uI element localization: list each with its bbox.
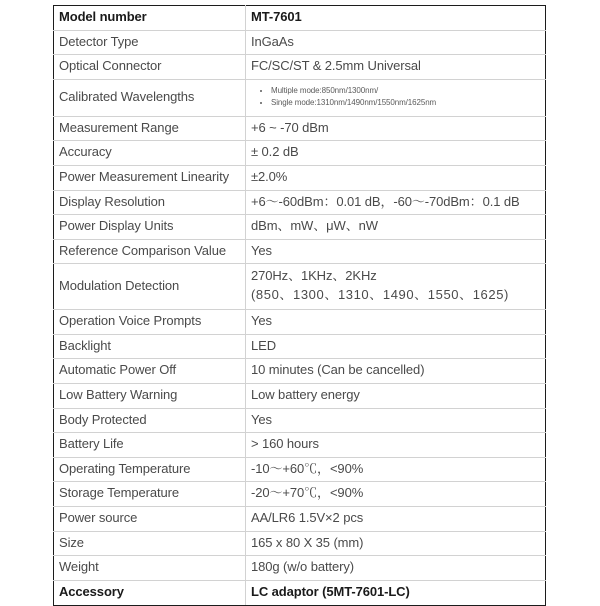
list-item: • Single mode:1310nm/1490nm/1550nm/1625nm — [271, 97, 540, 109]
spec-parameter-cell: Low Battery Warning — [54, 383, 246, 408]
spec-parameter-cell: Measurement Range — [54, 116, 246, 141]
table-row — [54, 264, 546, 310]
spec-value-line: 270Hz、1KHz、2KHz — [251, 268, 377, 284]
spec-parameter-cell: Power Measurement Linearity — [54, 165, 246, 190]
spec-value-cell: Low battery energy — [246, 383, 546, 408]
spec-value-cell: FC/SC/ST & 2.5mm Universal — [246, 55, 546, 80]
table-row — [54, 556, 546, 581]
spec-parameter-cell: Model number — [54, 6, 246, 31]
spec-parameter-cell: Power source — [54, 507, 246, 532]
table-row — [54, 580, 546, 605]
spec-value-cell: LED — [246, 334, 546, 359]
spec-parameter-cell: Backlight — [54, 334, 246, 359]
spec-parameter-cell: Battery Life — [54, 433, 246, 458]
spec-value-cell: -10〜+60℃，<90% — [246, 457, 546, 482]
spec-value-line: (850、1300、1310、1490、1550、1625) — [251, 287, 509, 303]
spec-parameter-cell: Accuracy — [54, 141, 246, 166]
table-row — [54, 6, 546, 31]
spec-value-cell: Yes — [246, 408, 546, 433]
spec-parameter-cell: Operation Voice Prompts — [54, 310, 246, 335]
table-row — [54, 141, 546, 166]
spec-parameter-cell: Storage Temperature — [54, 482, 246, 507]
spec-value-cell: 180g (w/o battery) — [246, 556, 546, 581]
table-row — [54, 531, 546, 556]
list-item: • Multiple mode:850nm/1300nm/ — [271, 85, 540, 97]
spec-parameter-cell: Reference Comparison Value — [54, 239, 246, 264]
spec-value-cell: 165 x 80 X 35 (mm) — [246, 531, 546, 556]
spec-value-cell: MT-7601 — [246, 6, 546, 31]
table-row — [54, 215, 546, 240]
specification-table-body — [54, 6, 546, 606]
table-row — [54, 359, 546, 384]
spec-parameter-cell: Accessory — [54, 580, 246, 605]
table-row — [54, 482, 546, 507]
spec-value-cell: -20〜+70℃，<90% — [246, 482, 546, 507]
spec-value-cell: ±2.0% — [246, 165, 546, 190]
table-row — [54, 165, 546, 190]
specification-sheet — [53, 5, 545, 606]
table-row — [54, 116, 546, 141]
spec-parameter-cell: Body Protected — [54, 408, 246, 433]
table-row — [54, 30, 546, 55]
spec-parameter-cell: Operating Temperature — [54, 457, 246, 482]
spec-parameter-cell: Automatic Power Off — [54, 359, 246, 384]
spec-value-cell: AA/LR6 1.5V×2 pcs — [246, 507, 546, 532]
spec-value-cell: LC adaptor (5MT-7601-LC) — [246, 580, 546, 605]
spec-parameter-cell: Size — [54, 531, 246, 556]
spec-parameter-cell: Weight — [54, 556, 246, 581]
table-row — [54, 408, 546, 433]
table-row — [54, 383, 546, 408]
table-row — [54, 239, 546, 264]
spec-value-cell: InGaAs — [246, 30, 546, 55]
spec-parameter-cell: Detector Type — [54, 30, 246, 55]
table-row — [54, 433, 546, 458]
spec-parameter-cell: Display Resolution — [54, 190, 246, 215]
wavelength-list — [251, 85, 540, 110]
spec-value-cell — [246, 264, 546, 310]
table-row — [54, 457, 546, 482]
spec-parameter-cell: Calibrated Wavelengths — [54, 79, 246, 116]
spec-value-cell: Yes — [246, 239, 546, 264]
spec-value-cell: +6 ~ -70 dBm — [246, 116, 546, 141]
table-row — [54, 334, 546, 359]
spec-value-cell: Yes — [246, 310, 546, 335]
spec-value-cell: dBm、mW、μW、nW — [246, 215, 546, 240]
spec-value-cell: +6〜-60dBm：0.01 dB，-60〜-70dBm：0.1 dB — [246, 190, 546, 215]
spec-parameter-cell: Modulation Detection — [54, 264, 246, 310]
spec-parameter-cell: Power Display Units — [54, 215, 246, 240]
table-row — [54, 507, 546, 532]
spec-parameter-cell: Optical Connector — [54, 55, 246, 80]
spec-value-cell: > 160 hours — [246, 433, 546, 458]
table-row — [54, 79, 546, 116]
table-row — [54, 55, 546, 80]
table-row — [54, 310, 546, 335]
specification-table — [53, 5, 546, 606]
spec-value-cell: ± 0.2 dB — [246, 141, 546, 166]
table-row — [54, 190, 546, 215]
spec-value-cell — [246, 79, 546, 116]
spec-value-cell: 10 minutes (Can be cancelled) — [246, 359, 546, 384]
